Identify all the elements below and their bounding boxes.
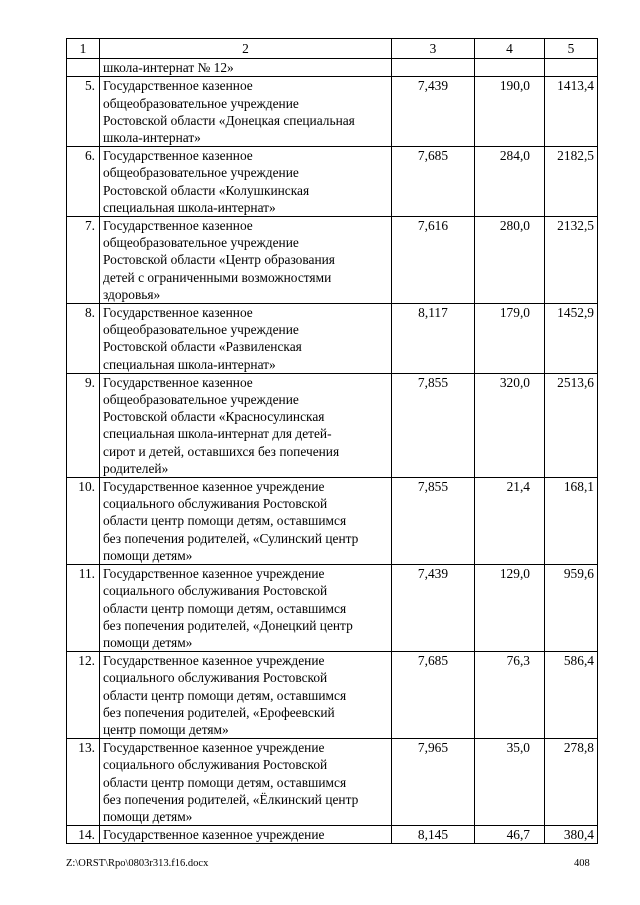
value-col3: 7,439 — [392, 565, 475, 652]
row-number: 8. — [67, 304, 100, 374]
page-number: 408 — [574, 858, 590, 869]
row-number: 5. — [67, 77, 100, 147]
value-col3: 7,616 — [392, 217, 475, 304]
value-col4: 46,7 — [475, 826, 545, 844]
value-col3: 7,439 — [392, 77, 475, 147]
row-number: 13. — [67, 739, 100, 826]
value-col5: 1452,9 — [545, 304, 598, 374]
data-table — [66, 38, 598, 844]
institution-name: Государственное казенное учреждение социального обслуживания Ростовской области центр помощи детям, оставшимся без попечения родителей, «Донецкий центр помощи детям» — [100, 565, 392, 652]
footer-file-path: Z:\ORST\Rpo\0803r313.f16.docx — [66, 858, 209, 869]
value-col4: 280,0 — [475, 217, 545, 304]
header-cell: 1 — [67, 39, 100, 59]
institution-name: Государственное казенное общеобразовательное учреждение Ростовской области «Донецкая специальная школа-интернат» — [100, 77, 392, 147]
row-number: 7. — [67, 217, 100, 304]
value-col4: 129,0 — [475, 565, 545, 652]
table-row — [67, 217, 598, 304]
table-row — [67, 77, 598, 147]
row-number: 12. — [67, 652, 100, 739]
row-number: 6. — [67, 147, 100, 217]
table-row — [67, 826, 598, 844]
institution-name: Государственное казенное учреждение социального обслуживания Ростовской области центр помощи детям, оставшимся без попечения родителей, «Сулинский центр помощи детям» — [100, 478, 392, 565]
table-body — [67, 59, 598, 844]
value-col4: 76,3 — [475, 652, 545, 739]
row-number: 14. — [67, 826, 100, 844]
value-col4: 320,0 — [475, 373, 545, 477]
value-col4: 190,0 — [475, 77, 545, 147]
header-cell: 2 — [100, 39, 392, 59]
institution-name: Государственное казенное общеобразовательное учреждение Ростовской области «Центр образования детей с ограниченными возможностями здоровья» — [100, 217, 392, 304]
value-col3: 7,855 — [392, 478, 475, 565]
header-cell: 4 — [475, 39, 545, 59]
value-col4: 179,0 — [475, 304, 545, 374]
header-cell: 3 — [392, 39, 475, 59]
value-col3: 7,685 — [392, 652, 475, 739]
row-number: 10. — [67, 478, 100, 565]
institution-name: Государственное казенное учреждение социального обслуживания Ростовской области центр помощи детям, оставшимся без попечения родителей, «Ёлкинский центр помощи детям» — [100, 739, 392, 826]
value-col5: 586,4 — [545, 652, 598, 739]
table-row — [67, 478, 598, 565]
value-col5: 2132,5 — [545, 217, 598, 304]
value-col4: 21,4 — [475, 478, 545, 565]
institution-name: Государственное казенное учреждение — [100, 826, 392, 844]
value-col5: 2513,6 — [545, 373, 598, 477]
value-col4: 35,0 — [475, 739, 545, 826]
value-col5: 168,1 — [545, 478, 598, 565]
value-col3: 8,145 — [392, 826, 475, 844]
header-row — [67, 39, 598, 59]
table-row — [67, 565, 598, 652]
value-col3 — [392, 59, 475, 77]
table-row — [67, 147, 598, 217]
row-number — [67, 59, 100, 77]
value-col3: 7,685 — [392, 147, 475, 217]
value-col5 — [545, 59, 598, 77]
institution-name: Государственное казенное учреждение социального обслуживания Ростовской области центр помощи детям, оставшимся без попечения родителей, «Ерофеевский центр помощи детям» — [100, 652, 392, 739]
value-col5: 278,8 — [545, 739, 598, 826]
value-col3: 7,855 — [392, 373, 475, 477]
institution-name: школа-интернат № 12» — [100, 59, 392, 77]
value-col5: 959,6 — [545, 565, 598, 652]
table-row — [67, 739, 598, 826]
institution-name: Государственное казенное общеобразовательное учреждение Ростовской области «Колушкинская специальная школа-интернат» — [100, 147, 392, 217]
row-number: 9. — [67, 373, 100, 477]
value-col5: 2182,5 — [545, 147, 598, 217]
value-col5: 380,4 — [545, 826, 598, 844]
table-row — [67, 652, 598, 739]
value-col4 — [475, 59, 545, 77]
value-col5: 1413,4 — [545, 77, 598, 147]
header-cell: 5 — [545, 39, 598, 59]
row-number: 11. — [67, 565, 100, 652]
table-row — [67, 373, 598, 477]
value-col3: 8,117 — [392, 304, 475, 374]
table-row — [67, 304, 598, 374]
institution-name: Государственное казенное общеобразовательное учреждение Ростовской области «Развиленская специальная школа-интернат» — [100, 304, 392, 374]
value-col4: 284,0 — [475, 147, 545, 217]
value-col3: 7,965 — [392, 739, 475, 826]
institution-name: Государственное казенное общеобразовательное учреждение Ростовской области «Красносулинская специальная школа-интернат для детей- сирот и детей, оставшихся без попечения родителей» — [100, 373, 392, 477]
table-row — [67, 59, 598, 77]
